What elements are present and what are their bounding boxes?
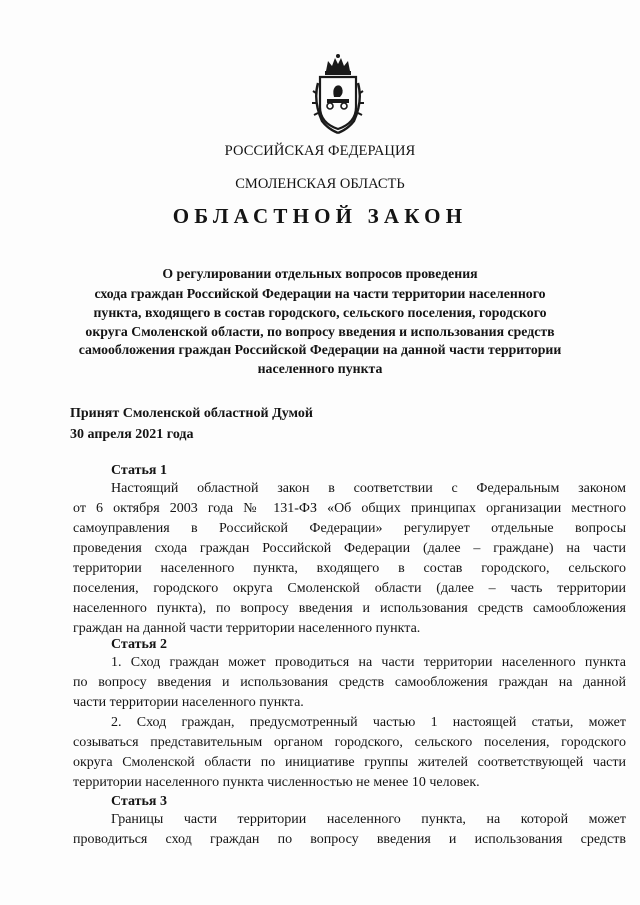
article-text-line: 1. Сход граждан может проводиться на части территории населенного пункта [111, 655, 626, 670]
article-heading: Статья 2 [111, 637, 167, 652]
article-text-line: граждан на данной части территории населенного пункта. [73, 621, 421, 636]
document-title-line: округа Смоленской области, по вопросу введения и использования средств [85, 324, 555, 339]
document-title-line: населенного пункта [257, 361, 383, 376]
article-text-line: территории населенного пункта численностью не менее 10 человек. [73, 775, 480, 790]
country-name: РОССИЙСКАЯ ФЕДЕРАЦИЯ [224, 143, 416, 159]
article-heading: Статья 3 [111, 794, 167, 809]
document-type: ОБЛАСТНОЙ ЗАКОН [172, 204, 468, 228]
region-name: СМОЛЕНСКАЯ ОБЛАСТЬ [235, 176, 405, 192]
article-text-line: округа Смоленской области по инициативе группы жителей соответствующей части [73, 755, 626, 770]
document-title-line: схода граждан Российской Федерации на части территории населенного [94, 286, 546, 301]
article-heading: Статья 1 [111, 463, 167, 478]
article-text-line: части территории населенного пункта. [73, 695, 304, 710]
article-text-line: территории населенного пункта, входящего в состав городского, сельского [73, 561, 626, 576]
article-text-line: самоуправления в Российской Федерации» регулирует отдельные вопросы [73, 521, 626, 536]
smolensk-coat-of-arms-icon [312, 53, 364, 135]
article-text-line: проведения схода граждан Российской Федерации (далее – граждане) на части [73, 541, 626, 556]
adoption-date: 30 апреля 2021 года [70, 427, 194, 442]
article-text-line: проводиться сход граждан по вопросу введения и использования средств [73, 832, 626, 847]
article-text-line: Настоящий областной закон в соответствии с Федеральным законом [111, 481, 626, 496]
article-text-line: от 6 октября 2003 года № 131-ФЗ «Об общих принципах организации местного [73, 501, 626, 516]
adoption-authority: Принят Смоленской областной Думой [70, 406, 313, 421]
article-text-line: населенного пункта), по вопросу введения и использования средств самообложения [73, 601, 626, 616]
document-title-line: самообложения граждан Российской Федерации на данной части территории [78, 342, 562, 357]
article-text-line: 2. Сход граждан, предусмотренный частью 1 настоящей статьи, может [111, 715, 626, 730]
document-title-line: пункта, входящего в состав городского, сельского поселения, городского [93, 305, 547, 320]
article-text-line: поселения, городского округа Смоленской области (далее – часть территории [73, 581, 626, 596]
article-text-line: созываться представительным органом городского, сельского поселения, городского [73, 735, 626, 750]
document-title-line: О регулировании отдельных вопросов проведения [162, 266, 478, 281]
article-text-line: Границы части территории населенного пункта, на которой может [111, 812, 626, 827]
article-text-line: по вопросу введения и использования средств самообложения граждан на данной [73, 675, 626, 690]
